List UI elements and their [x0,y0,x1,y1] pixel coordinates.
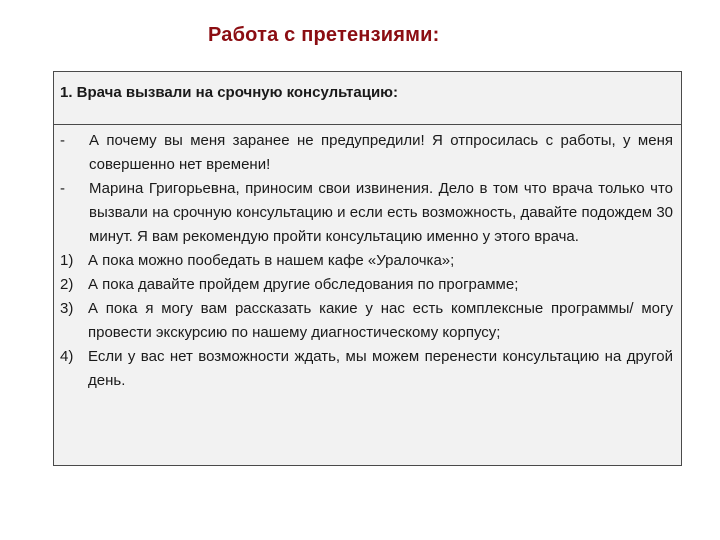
reply-customer [60,129,673,177]
option-2 [60,273,673,297]
list-marker: 3) [60,300,74,317]
box-header: 1. Врача вызвали на срочную консультацию: [54,72,681,125]
list-item-text: А пока можно пообедать в нашем кафе «Уралочка»; [88,252,455,269]
content-box [53,71,682,466]
box-body [54,125,681,393]
list-item-text: Если у вас нет возможности ждать, мы можем перенести консультацию на другой день. [88,348,673,389]
list-marker: 2) [60,276,74,293]
option-4 [60,345,673,393]
list-item-text: Марина Григорьевна, приносим свои извинения. Дело в том что врача только что вызвали на срочную консультацию и если есть возможность, давайте подождем 30 минут. Я вам рекомендую пройти консультацию именно у этого врача. [89,180,673,245]
list-marker: - [60,132,65,149]
slide-title: Работа с претензиями: [208,24,440,46]
list-marker: - [60,180,65,197]
option-3 [60,297,673,345]
option-1 [60,249,673,273]
reply-staff [60,177,673,249]
list-item-text: А пока давайте пройдем другие обследования по программе; [88,276,519,293]
list-marker: 1) [60,252,74,269]
list-item-text: А почему вы меня заранее не предупредили! Я отпросилась с работы, у меня совершенно нет времени! [89,132,673,173]
list-item-text: А пока я могу вам рассказать какие у нас есть комплексные программы/ могу провести экскурсию по нашему диагностическому корпусу; [88,300,673,341]
list-marker: 4) [60,348,74,365]
